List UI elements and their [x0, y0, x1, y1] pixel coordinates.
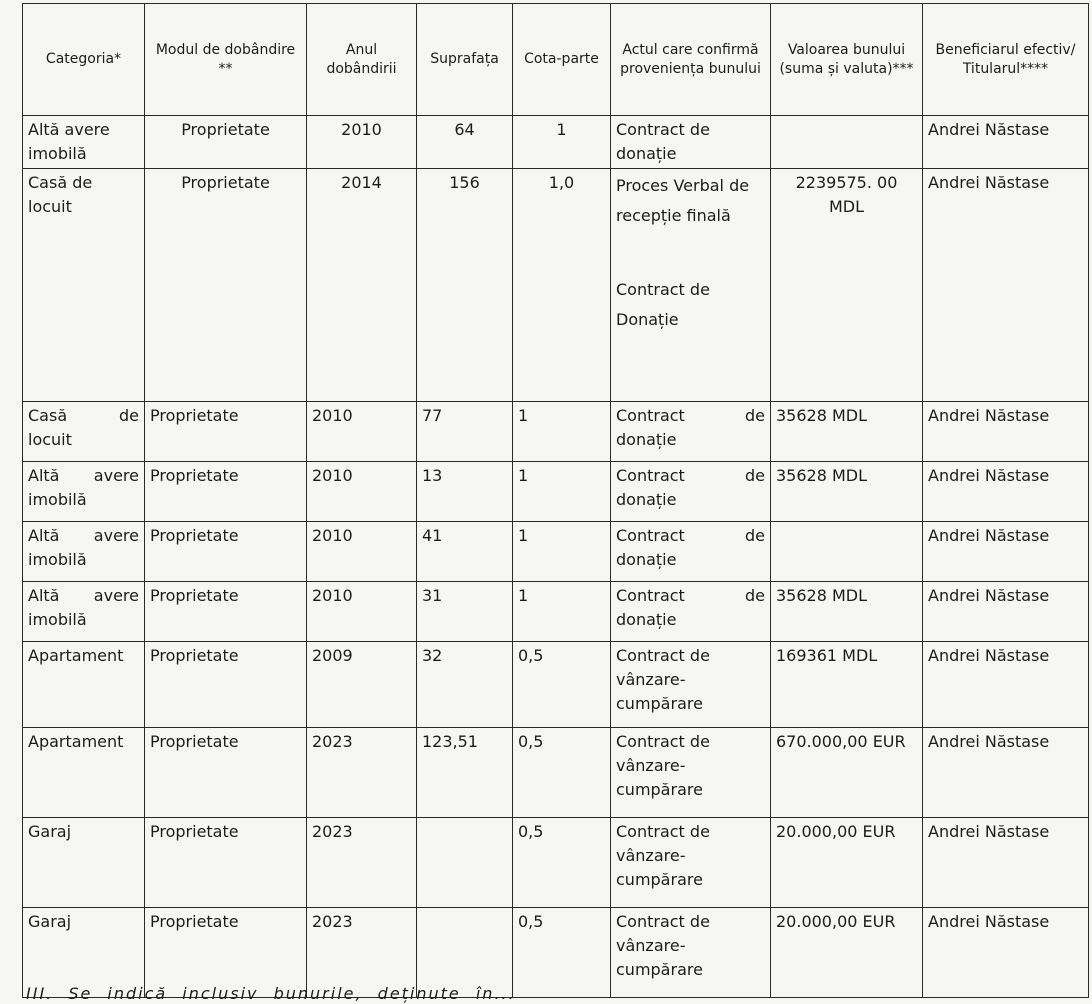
- footnote-text: III. Se indică inclusiv bunurile, deținute în...: [26, 984, 516, 1003]
- cell-modul: Proprietate: [145, 116, 307, 169]
- cell-cota: 1: [513, 582, 611, 642]
- cell-categoria: Casă de locuit: [23, 169, 145, 402]
- cell-actul: Contract de donație: [611, 116, 771, 169]
- cell-beneficiar: Andrei Năstase: [923, 642, 1089, 728]
- cell-modul: Proprietate: [145, 642, 307, 728]
- cell-valoarea: [771, 116, 923, 169]
- cell-actul-line1: Proces Verbal de recepție finală: [616, 176, 750, 225]
- cell-valoarea: 169361 MDL: [771, 642, 923, 728]
- header-valoarea: Valoarea bunului (suma și valuta)***: [771, 4, 923, 116]
- table-header-row: [23, 4, 1089, 116]
- cell-suprafata: [417, 818, 513, 908]
- cell-suprafata: 77: [417, 402, 513, 462]
- cell-anul: 2010: [307, 522, 417, 582]
- cell-modul: Proprietate: [145, 728, 307, 818]
- cell-valoarea: 35628 MDL: [771, 402, 923, 462]
- table-row: [23, 462, 1089, 522]
- cell-suprafata: 64: [417, 116, 513, 169]
- table-row: [23, 116, 1089, 169]
- cell-modul: Proprietate: [145, 818, 307, 908]
- cell-anul: 2010: [307, 116, 417, 169]
- cell-cota: 1: [513, 522, 611, 582]
- cell-anul: 2010: [307, 462, 417, 522]
- cell-valoarea: 35628 MDL: [771, 462, 923, 522]
- cell-categoria: Altă avere imobilă: [23, 462, 145, 522]
- cell-modul: Proprietate: [145, 522, 307, 582]
- cell-valoarea: 670.000,00 EUR: [771, 728, 923, 818]
- cell-cota: 0,5: [513, 642, 611, 728]
- cell-modul: Proprietate: [145, 462, 307, 522]
- cell-beneficiar: Andrei Năstase: [923, 818, 1089, 908]
- cell-cota: 0,5: [513, 818, 611, 908]
- cell-valoarea: 20.000,00 EUR: [771, 908, 923, 998]
- cell-anul: 2023: [307, 818, 417, 908]
- cell-categoria: Garaj: [23, 908, 145, 998]
- cell-modul: Proprietate: [145, 908, 307, 998]
- cell-actul: Contract de vânzare-cumpărare: [611, 728, 771, 818]
- cell-actul: Contract de vânzare-cumpărare: [611, 818, 771, 908]
- cell-anul: 2023: [307, 728, 417, 818]
- cell-actul: Contract de donație: [611, 522, 771, 582]
- cell-actul: Contract de vânzare-cumpărare: [611, 642, 771, 728]
- cell-cota: 0,5: [513, 728, 611, 818]
- table-row: [23, 522, 1089, 582]
- cell-actul-line2: Contract de Donație: [616, 280, 710, 329]
- cell-suprafata: 156: [417, 169, 513, 402]
- cell-suprafata: 123,51: [417, 728, 513, 818]
- cell-beneficiar: Andrei Năstase: [923, 116, 1089, 169]
- cell-valoarea: [771, 522, 923, 582]
- cell-actul-spacer: [616, 231, 765, 275]
- cell-beneficiar: Andrei Năstase: [923, 522, 1089, 582]
- cell-actul: Contract de vânzare-cumpărare: [611, 908, 771, 998]
- table-row: [23, 402, 1089, 462]
- header-categoria: Categoria*: [23, 4, 145, 116]
- cell-cota: 1: [513, 116, 611, 169]
- cell-categoria: Altă avere imobilă: [23, 582, 145, 642]
- header-actul: Actul care confirmă proveniența bunului: [611, 4, 771, 116]
- cell-actul: Contract de donație: [611, 402, 771, 462]
- table-row: [23, 728, 1089, 818]
- cell-categoria: Altă avere imobilă: [23, 522, 145, 582]
- cell-anul: 2010: [307, 402, 417, 462]
- header-cota: Cota-parte: [513, 4, 611, 116]
- cell-cota: 1: [513, 462, 611, 522]
- cell-beneficiar: Andrei Năstase: [923, 402, 1089, 462]
- cell-categoria: Apartament: [23, 642, 145, 728]
- cell-modul: Proprietate: [145, 402, 307, 462]
- header-beneficiar: Beneficiarul efectiv/ Titularul****: [923, 4, 1089, 116]
- cell-suprafata: 13: [417, 462, 513, 522]
- cell-valoarea: 20.000,00 EUR: [771, 818, 923, 908]
- cell-anul: 2010: [307, 582, 417, 642]
- cell-suprafata: 32: [417, 642, 513, 728]
- table-row: [23, 818, 1089, 908]
- cell-actul: [611, 169, 771, 402]
- table-row: [23, 642, 1089, 728]
- cell-suprafata: 31: [417, 582, 513, 642]
- cell-actul: Contract de donație: [611, 462, 771, 522]
- cell-beneficiar: Andrei Năstase: [923, 908, 1089, 998]
- cell-anul: 2014: [307, 169, 417, 402]
- cell-valoarea: 35628 MDL: [771, 582, 923, 642]
- table-row: [23, 169, 1089, 402]
- header-anul: Anul dobândirii: [307, 4, 417, 116]
- cell-beneficiar: Andrei Năstase: [923, 728, 1089, 818]
- cell-categoria: Apartament: [23, 728, 145, 818]
- header-suprafata: Suprafața: [417, 4, 513, 116]
- assets-table: [22, 3, 1089, 998]
- cell-categoria: Casă de locuit: [23, 402, 145, 462]
- cell-modul: Proprietate: [145, 169, 307, 402]
- cell-modul: Proprietate: [145, 582, 307, 642]
- cell-beneficiar: Andrei Năstase: [923, 462, 1089, 522]
- cell-beneficiar: Andrei Năstase: [923, 582, 1089, 642]
- cell-actul: Contract de donație: [611, 582, 771, 642]
- header-modul: Modul de dobândire **: [145, 4, 307, 116]
- cell-cota: 0,5: [513, 908, 611, 998]
- cell-anul: 2023: [307, 908, 417, 998]
- cell-beneficiar: Andrei Năstase: [923, 169, 1089, 402]
- cell-anul: 2009: [307, 642, 417, 728]
- cell-cota: 1,0: [513, 169, 611, 402]
- cell-categoria: Garaj: [23, 818, 145, 908]
- cell-categoria: Altă avere imobilă: [23, 116, 145, 169]
- cell-valoarea: 2239575. 00 MDL: [771, 169, 923, 402]
- cell-suprafata: 41: [417, 522, 513, 582]
- table-row: [23, 582, 1089, 642]
- cell-cota: 1: [513, 402, 611, 462]
